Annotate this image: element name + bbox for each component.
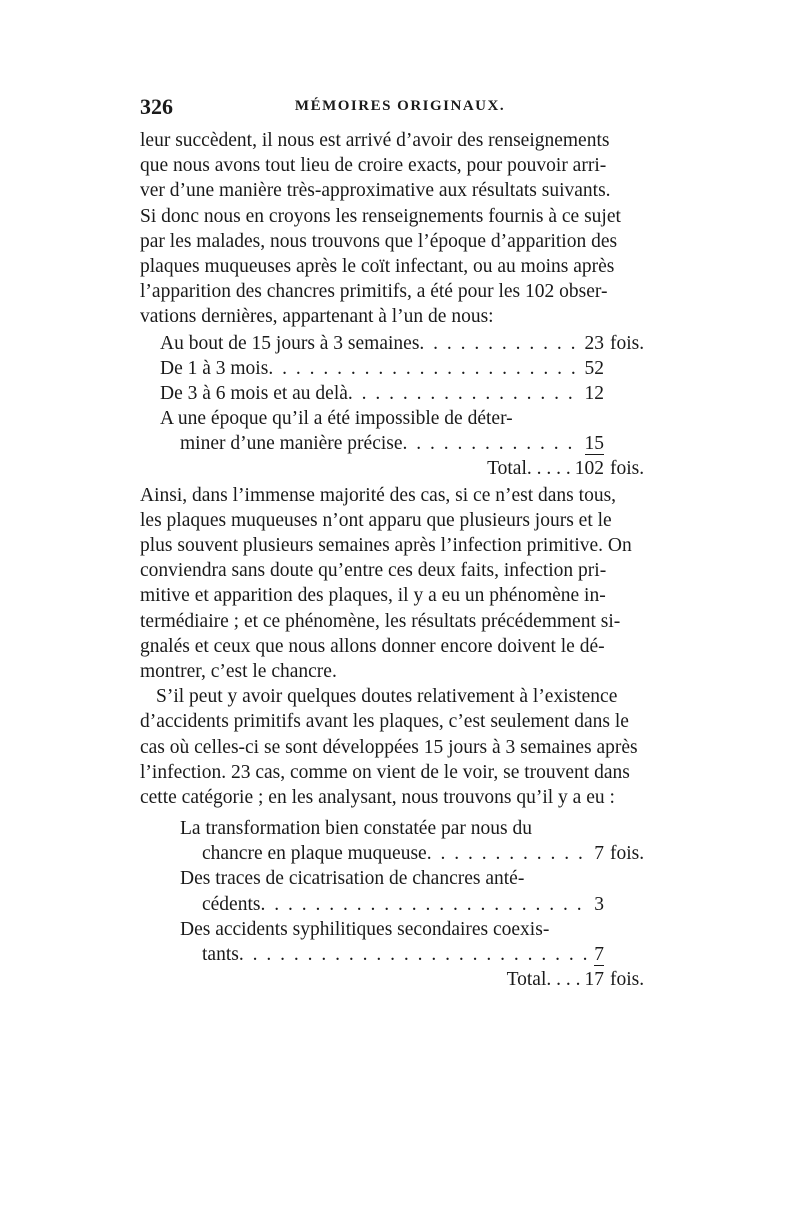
row-label: cédents [202,893,261,915]
page-number: 326 [140,94,173,119]
row-value: 23 [584,332,604,354]
row-value: 7 [594,843,604,865]
text-line: Si donc nous en croyons les renseignements fournis à ce sujet [140,205,621,227]
text-line: d’accidents primitifs avant les plaques, c’est seulement dans le [140,711,629,733]
text-line: ver d’une manière très-approximative aux résultats suivants. [140,180,611,202]
table-row [140,816,658,841]
running-head: MÉMOIRES ORIGINAUX. [294,98,506,114]
text-line: gnalés et ceux que nous allons donner encore doivent le dé- [140,635,605,657]
total-unit: fois. [610,458,645,480]
total-row [140,456,658,481]
row-value: 7 [594,944,604,965]
text-line: plaques muqueuses après le coït infectant, ou au moins après [140,255,615,277]
text-line: que nous avons tout lieu de croire exacts, pour pouvoir arri- [140,155,607,177]
total-value: 102 [574,458,604,480]
table-row [140,406,658,431]
total-label: Total. . . . [506,969,581,991]
row-value: 12 [584,382,604,404]
text-line: plus souvent plusieurs semaines après l’infection primitive. On [140,535,632,556]
table-row [140,892,658,917]
table-row [140,431,658,456]
table-row [140,942,658,967]
table-row [140,841,658,866]
text-line: cette catégorie ; en les analysant, nous trouvons qu’il y a eu : [140,786,615,808]
table-row [140,331,658,356]
text-line: cas où celles-ci se sont développées 15 jours à 3 semaines après [140,736,638,758]
row-label: Des accidents syphilitiques secondaires coexis- [180,918,550,940]
total-row [140,967,658,992]
row-label: A une époque qu’il a été impossible de déter- [160,408,513,430]
table-row [140,866,658,891]
text-line: par les malades, nous trouvons que l’époque d’apparition des [140,230,618,252]
leader-dots [403,431,579,456]
total-value: 17 [584,969,604,991]
row-label: Des traces de cicatrisation de chancres anté- [180,868,525,890]
text-line: mitive et apparition des plaques, il y a eu un phénomène in- [140,585,606,607]
text-line: S’il peut y avoir quelques doutes relativement à l’existence [156,686,618,708]
text-line: Ainsi, dans l’immense majorité des cas, si ce n’est dans tous, [140,484,617,506]
row-unit: fois. [610,843,645,865]
row-label: De 3 à 6 mois et au delà [160,382,348,404]
row-value: 3 [594,893,604,915]
leader-dots [348,381,579,406]
analysis-table [140,816,658,992]
paragraph-2 [140,483,658,685]
row-label: tants [202,944,239,965]
row-unit: fois. [610,332,645,354]
row-label: Au bout de 15 jours à 3 semaines [160,332,420,354]
text-line: montrer, c’est le chancre. [140,660,337,682]
total-label: Total. . . . . [487,458,571,480]
row-label: miner d’une manière précise [180,433,403,455]
page-body [140,128,658,993]
page-header [140,94,660,124]
row-value: 52 [584,357,604,379]
leader-dots [419,331,578,356]
text-line: vations dernières, appartenant à l’un de nous: [140,306,494,328]
table-row [140,356,658,381]
text-line: termédiaire ; et ce phénomène, les résultats précédemment si- [140,610,621,632]
paragraph-3 [140,684,658,810]
row-value: 15 [584,433,604,455]
table-row [140,917,658,942]
leader-dots [239,942,588,967]
paragraph-1 [140,128,658,330]
row-label: De 1 à 3 mois [160,357,269,379]
table-row [140,381,658,406]
text-line: les plaques muqueuses n’ont apparu que plusieurs jours et le [140,509,612,531]
row-label: chancre en plaque muqueuse [202,843,427,865]
total-unit: fois. [610,969,645,991]
text-line: l’apparition des chancres primitifs, a été pour les 102 obser- [140,281,608,303]
leader-dots [268,356,578,381]
text-line: leur succèdent, il nous est arrivé d’avoir des renseignements [140,130,610,151]
leader-dots [260,892,588,917]
row-label: La transformation bien constatée par nous du [180,818,532,840]
text-line: l’infection. 23 cas, comme on vient de le voir, se trouvent dans [140,761,630,783]
leader-dots [427,841,589,866]
text-line: conviendra sans doute qu’entre ces deux faits, infection pri- [140,560,607,582]
onset-table [140,331,658,482]
